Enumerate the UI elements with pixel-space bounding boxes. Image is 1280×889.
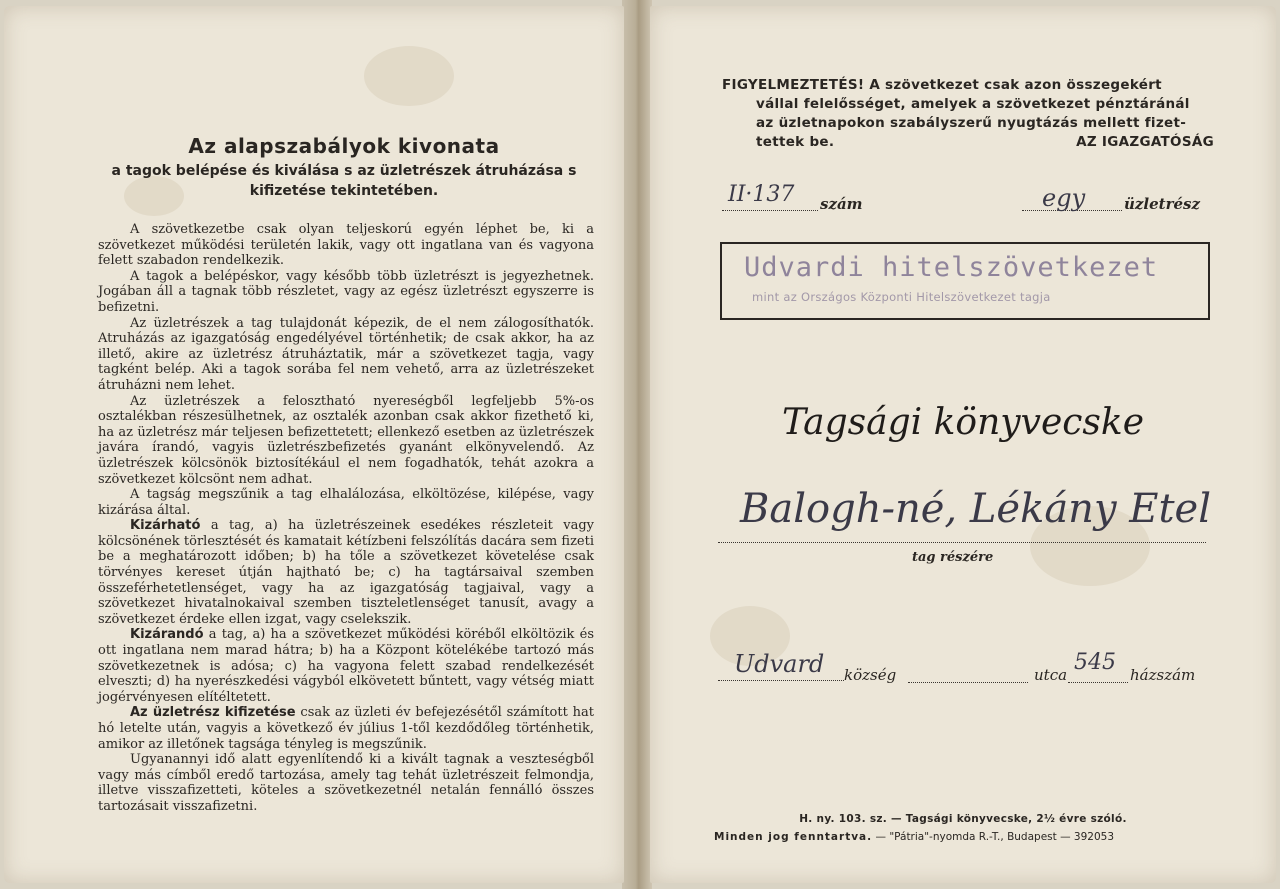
village-label: község (844, 666, 897, 684)
book-spine (622, 0, 652, 889)
warning-line-4: tettek be. (756, 134, 835, 150)
right-page (650, 6, 1276, 883)
bylaws-paragraph-text: Ugyanannyi idő alatt egyenlítendő ki a kivált tagnak a veszteségből vagy más címből eredő tartozása, amely tag tehát üzletrészeit felmondja, illetve visszafizetteti, köteles a szövetkezetnél netalán fennálló összes tartozásait visszafizetni. (98, 752, 594, 814)
number-handwritten: II·137 (728, 182, 795, 207)
bylaws-paragraph (98, 222, 594, 269)
bylaws-paragraph (98, 627, 594, 705)
stamp-membership-line: mint az Országos Központi Hitelszövetkezet tagja (752, 290, 1051, 304)
bylaws-paragraph-text: A tagság megszűnik a tag elhalálozása, elköltözése, kilépése, vagy kizárása által. (98, 487, 594, 518)
bylaws-paragraph-lead: Kizárandó (130, 627, 204, 643)
warning-notice (722, 76, 1214, 152)
bylaws-paragraph (98, 316, 594, 394)
warning-line-2: vállal felelősséget, amelyek a szövetkezet pénztáránál (756, 96, 1190, 112)
bylaws-title: Az alapszabályok kivonata (188, 134, 500, 158)
bylaws-subtitle: a tagok belépése és kiválása s az üzletrészek átruházása s kifizetése tekintetében. (111, 163, 577, 199)
street-dotline (908, 682, 1028, 683)
stamp-cooperative-name: Udvardi hitelszövetkezet (744, 252, 1159, 283)
number-label: szám (820, 195, 863, 213)
share-label: üzletrész (1124, 195, 1201, 213)
bylaws-paragraph-text: a tag, a) ha a szövetkezet működési köréből elköltözik és ott ingatlana nem marad hátra; b) ha a Központ kötelékébe tartozó más szövetkezetnek is adósa; c) ha vagyona felett szabad rendelkezését elveszti; d) ha nyerészkedési vágyból elkövetett bűntett, vagy vétség miatt jogérvényesen elítéltetett. (98, 627, 594, 705)
bylaws-paragraph (98, 705, 594, 752)
house-number-label: házszám (1130, 666, 1196, 684)
booklet-title: Tagsági könyvecske (781, 402, 1145, 443)
warning-line-1: FIGYELMEZTETÉS! A szövetkezet csak azon összegekért (722, 77, 1162, 93)
bylaws-paragraph (98, 269, 594, 316)
cooperative-stamp (720, 242, 1210, 320)
printer-name: — "Pátria"-nyomda R.-T., Budapest — 392053 (872, 831, 1114, 843)
left-page (4, 6, 624, 883)
warning-line-3: az üzletnapokon szabályszerű nyugtázás mellett fizet- (756, 115, 1187, 131)
bylaws-paragraph (98, 752, 594, 814)
street-label: utca (1034, 666, 1068, 684)
warning-signature: AZ IGAZGATÓSÁG (1076, 134, 1214, 150)
house-dotline (1068, 682, 1128, 683)
village-dotline (718, 680, 844, 681)
member-label: tag részére (912, 550, 994, 565)
bylaws-text (98, 222, 594, 815)
share-handwritten: egy (1042, 184, 1086, 212)
bylaws-paragraph-text: A szövetkezetbe csak olyan teljeskorú egyén léphet be, ki a szövetkezet működési területén lakik, vagy ott ingatlana van és vagyona felett szabadon rendelkezik. (98, 222, 594, 269)
number-dotline (722, 210, 818, 211)
bylaws-paragraph (98, 394, 594, 488)
rights-notice: Minden jog fenntartva. (714, 831, 873, 843)
bylaws-paragraph (98, 518, 594, 627)
bylaws-paragraph-text: Az üzletrészek a felosztható nyereségből legfeljebb 5%-os osztalékban részesülhetnek, az osztalék azonban csak akkor fizethető ki, ha az üzletrész már teljesen befizettetett; ellenkező esetben az üzletrészek javára írandó, vagyis üzletrészbefizetés gyanánt elkönyvelendő. Az üzletrészek kölcsönök biztosítékául el nem fogadhatók, tehát azokra a szövetkezet kölcsönt nem adhat. (98, 393, 594, 487)
bylaws-paragraph-text: A tagok a belépéskor, vagy később több üzletrészt is jegyezhetnek. Jogában áll a tagnak több részletet, vagy az egész üzletrészt egyszerre is befizetni. (98, 268, 594, 315)
bylaws-paragraph-text: csak az üzleti év befejezésétől számított hat hó letelte után, vagyis a következő év július 1-től kezdődőleg történhetik, amikor az illetőnek tagsága tényleg is megszűnik. (98, 705, 594, 752)
village-handwritten: Udvard (734, 650, 825, 678)
bylaws-paragraph-text: a tag, a) ha üzletrészeinek esedékes részleteit vagy kölcsönének törlesztését és kamatait kétízbeni felszólítás dacára sem fizeti be a meghatározott időben; b) ha tőle a szövetkezet követelése csak törvényes kereset útján hajtható be; c) ha tagtársaival szemben összeférhetetlenséget, vagy ha az igazgatóság tagjaival, vagy a szövetkezet hivatalnokaival szemben tiszteletlenséget tanusít, avagy a szövetkezet érdeke ellen izgat, vagy cselekszik. (98, 518, 594, 627)
bylaws-paragraph-lead: Az üzletrész kifizetése (130, 705, 296, 721)
bylaws-paragraph-text: Az üzletrészek a tag tulajdonát képezik, de el nem zálogosíthatók. Atruházás az igazgatóság engedélyével történhetik; de csak akkor, ha az illető, akire az üzletrész átruháztatik, már a szövetkezet tagja, vagy tagként belép. Aki a tagok sorába fel nem vehető, arra az üzletrészeket átruházni nem lehet. (98, 315, 594, 393)
member-dotline (718, 542, 1206, 543)
house-number-handwritten: 545 (1074, 650, 1116, 675)
bylaws-paragraph (98, 487, 594, 518)
form-number-line: H. ny. 103. sz. — Tagsági könyvecske, 2½ évre szóló. (799, 813, 1127, 825)
member-name-handwritten: Balogh-né, Lékány Etel (740, 486, 1211, 532)
bylaws-paragraph-lead: Kizárható (130, 518, 201, 534)
printer-line (714, 831, 1214, 843)
